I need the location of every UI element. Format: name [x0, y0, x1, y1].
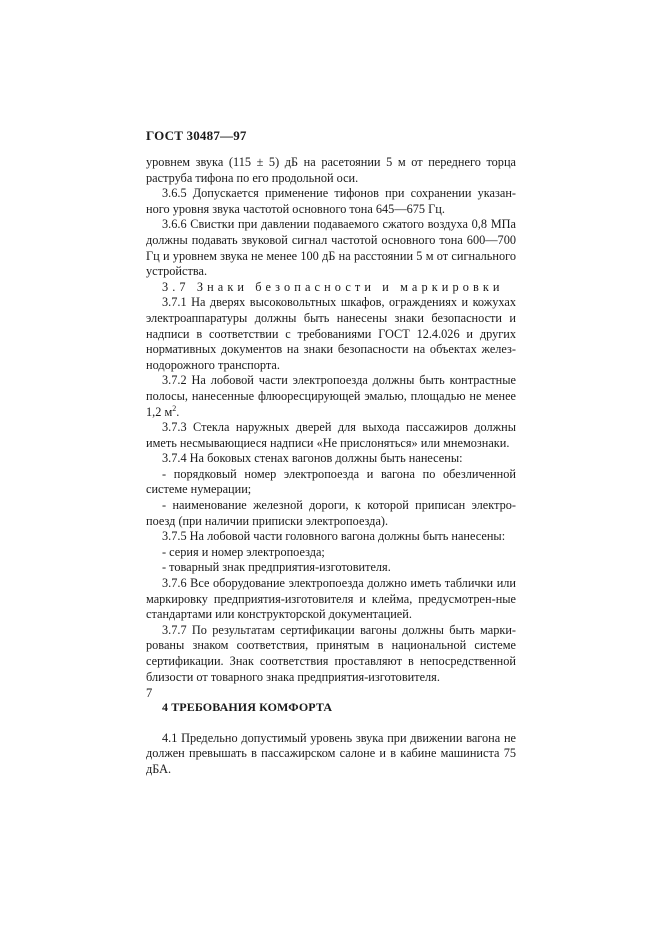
- list-item: - серия и номер электропоезда;: [162, 544, 325, 559]
- paragraph-3-6-6: 3.6.6 Свистки при давлении подаваемого сжатого воздуха 0,8 МПа должны подавать звуковой сигнал частотой основного тона 600—700 Гц и уровнем звука не менее 100 дБ на расстоянии 5 м от сигнального устройства.: [146, 217, 516, 279]
- paragraph-3-7-1: 3.7.1 На дверях высоковольтных шкафов, ограждениях и кожухах электроаппаратуры должны быть нанесены знаки безопасности и надписи в соответствии с требованиями ГОСТ 12.4.026 и других нормативных документов на знаки безопасности на объектах желез-нодорожного транспорта.: [146, 295, 516, 372]
- paragraph-3-7-2-end: .: [176, 404, 180, 419]
- paragraph-3-7-2: [146, 373, 516, 420]
- body-text: [146, 155, 516, 778]
- paragraph-3-7-7: 3.7.7 По результатам сертификации вагоны должны быть марки-рованы знаком соответствия, принятым в национальной системе сертификации. Знак соответствия проставляют в непосредственной близости от товарного знака предприятия-изготовителя.: [146, 622, 516, 684]
- paragraph-3-6-5: 3.6.5 Допускается применение тифонов при сохранении указан-ного уровня звука частотой основного тона 645—675 Гц.: [146, 186, 516, 216]
- page-number: 7: [146, 686, 153, 700]
- paragraph-4-1: 4.1 Предельно допустимый уровень звука при движении вагона не должен превышать в пассажирском салоне и в кабине машиниста 75 дБА.: [146, 730, 516, 776]
- paragraph-continuation: уровнем звука (115 ± 5) дБ на расетоянии 5 м от переднего торца раструба тифона по его продольной оси.: [146, 155, 516, 185]
- paragraph-3-7-6: 3.7.6 Все оборудование электропоезда должно иметь таблички или маркировку предприятия-изготовителя и клейма, предусмотрен-ные стандартами или конструкторской документацией.: [146, 576, 516, 622]
- paragraph-3-7-5: 3.7.5 На лобовой части головного вагона должны быть нанесены:: [162, 529, 506, 544]
- list-item: - товарный знак предприятия-изготовителя.: [162, 560, 391, 575]
- paragraph-3-7-3: 3.7.3 Стекла наружных дверей для выхода пассажиров должны иметь несмывающиеся надписи «Не прислоняться» или мнемознаки.: [146, 420, 516, 450]
- paragraph-3-7-4: 3.7.4 На боковых стенах вагонов должны быть нанесены:: [162, 451, 463, 466]
- document-header: ГОСТ 30487—97: [146, 128, 247, 143]
- section-heading: 4 ТРЕБОВАНИЯ КОМФОРТА: [162, 700, 333, 715]
- list-item: - порядковый номер электропоезда и вагона по обезличенной системе нумерации;: [146, 466, 516, 497]
- superscript: 2: [172, 403, 177, 413]
- paragraph-3-7-2-text: 3.7.2 На лобовой части электропоезда должны быть контрастные полосы, нанесенные флюоресцирующей эмалью, площадью не менее 1,2 м: [146, 373, 516, 419]
- subsection-heading-3-7: 3.7 Знаки безопасности и маркировки: [162, 279, 504, 294]
- list-item: - наименование железной дороги, к которой приписан электро-поезд (при наличии приписки электропоезда).: [146, 498, 516, 528]
